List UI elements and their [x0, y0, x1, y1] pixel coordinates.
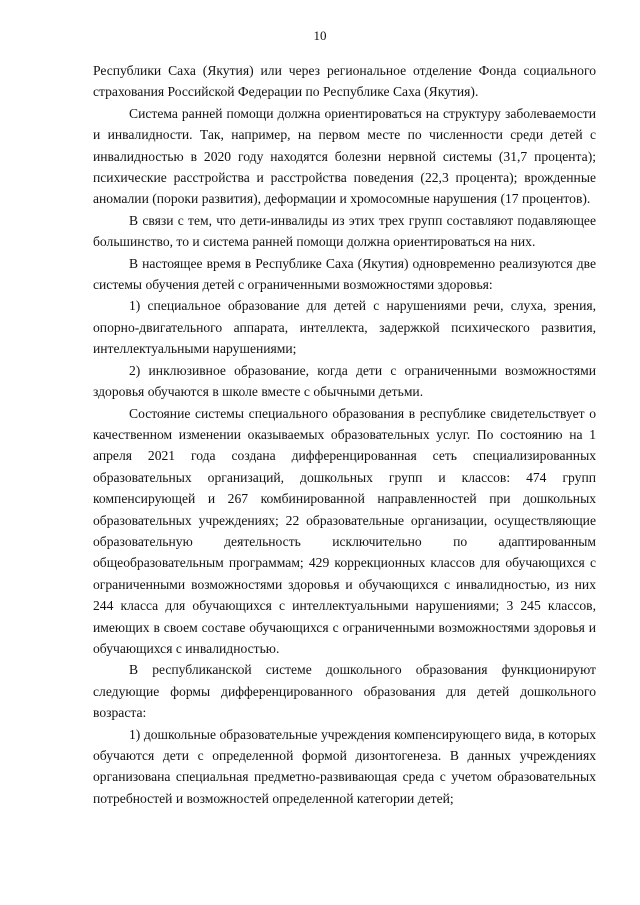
paragraph-5: 1) специальное образование для детей с нарушениями речи, слуха, зрения, опорно-двигательного аппарата, интеллекта, задержкой психического развития, интеллектуальными нарушениями; — [93, 298, 596, 357]
paragraph-1: Республики Саха (Якутия) или через региональное отделение Фонда социального страхования Российской Федерации по Республике Саха (Якутия). — [93, 63, 596, 100]
paragraph-7: Состояние системы специального образования в республике свидетельствует о качественном изменении оказываемых образовательных услуг. По состоянию на 1 апреля 2021 года создана дифференцированная сеть специализированных образовательных организаций, дошкольных групп и классов: 474 групп компенсирующей и 267 комбинированной направленностей при дошкольных образовательных учреждениях; 22 образовательные организации, осуществляющие образовательную деятельность исключительно по адаптированным общеобразовательным программам; 429 коррекционных классов для обучающихся с ограниченными возможностями здоровья и обучающихся с инвалидностью, из них 244 класса для обучающихся с интеллектуальными нарушениями; 3 245 классов, имеющих в своем составе обучающихся с ограниченными возможностями здоровья и обучающихся с инвалидностью. — [93, 405, 596, 656]
paragraph-4: В настоящее время в Республике Саха (Якутия) одновременно реализуются две системы обучения детей с ограниченными возможностями здоровья: — [93, 255, 596, 293]
paragraph-8: В республиканской системе дошкольного образования функционируют следующие формы дифференцированного образования для детей дошкольного возраста: — [93, 662, 596, 721]
document-body — [93, 60, 596, 809]
paragraph-9: 1) дошкольные образовательные учреждения компенсирующего вида, в которых обучаются дети с определенной формой дизонтогенеза. В данных учреждениях организована специальная предметно-развивающая среда с учетом образовательных потребностей и возможностей определенной категории детей; — [93, 726, 596, 806]
page-number: 10 — [313, 28, 327, 43]
paragraph-2: Система ранней помощи должна ориентироваться на структуру заболеваемости и инвалидности. Так, например, на первом месте по численности среди детей с инвалидностью в 2020 году находятся болезни нервной системы (31,7 процента); психические расстройства и расстройства поведения (22,3 процента); врожденные аномалии (пороки развития), деформации и хромосомные нарушения (17 процентов). — [93, 105, 596, 207]
paragraph-6: 2) инклюзивное образование, когда дети с ограниченными возможностями здоровья обучаются в школе вместе с обычными детьми. — [93, 362, 596, 400]
paragraph-3: В связи с тем, что дети-инвалиды из этих трех групп составляют подавляющее большинство, то и система ранней помощи должна ориентироваться на них. — [93, 212, 596, 250]
